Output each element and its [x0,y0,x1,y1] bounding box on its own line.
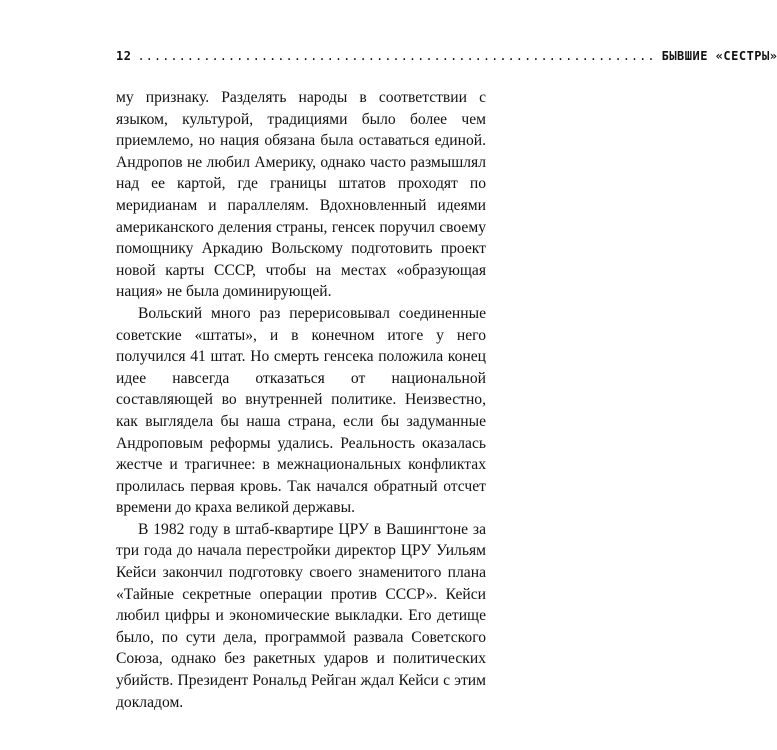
paragraph-3: В 1982 году в штаб-квартире ЦРУ в Вашингтоне за три года до начала перестройки директор ЦРУ Уильям Кейси закончил подготовку своего знаменитого плана «Тайные секретные операции против СССР». Кейси любил цифры и экономические выкладки. Его детище было, по сути дела, программой развала Советского Союза, однако без ракетных ударов и политических убийств. Президент Рональд Рейган ждал Кейси с этим докладом. [116,520,486,711]
leader-dots: ............................................................... [137,49,656,63]
paragraph-1: му признаку. Разделять народы в соответствии с языком, культурой, традициями было более чем приемлемо, но нация обязана была оставаться единой. Андропов не любил Америку, однако часто размышлял над ее картой, где границы штатов проходят по меридианам и параллелям. Вдохновленный идеями американского деления страны, генсек поручил своему помощнику Аркадию Вольскому подготовить проект новой карты СССР, чтобы на местах «образующая нация» не была доминирующей. [116,89,486,301]
body-text [116,87,486,713]
running-header [116,46,777,66]
running-title: БЫВШИЕ «СЕСТРЫ» [661,49,777,63]
paragraph-2: Вольский много раз перерисовывал соединенные советские «штаты», и в конечном итоге у него получился 41 штат. Но смерть генсека положила конец идее навсегда отказаться от национальной составляющей во внутренней политике. Неизвестно, как выглядела бы наша страна, если бы задуманные Андроповым реформы удались. Реальность оказалась жестче и трагичнее: в межнациональных конфликтах пролилась первая кровь. Так начался обратный отсчет времени до краха великой державы. [116,304,486,517]
page-number: 12 [116,49,132,63]
